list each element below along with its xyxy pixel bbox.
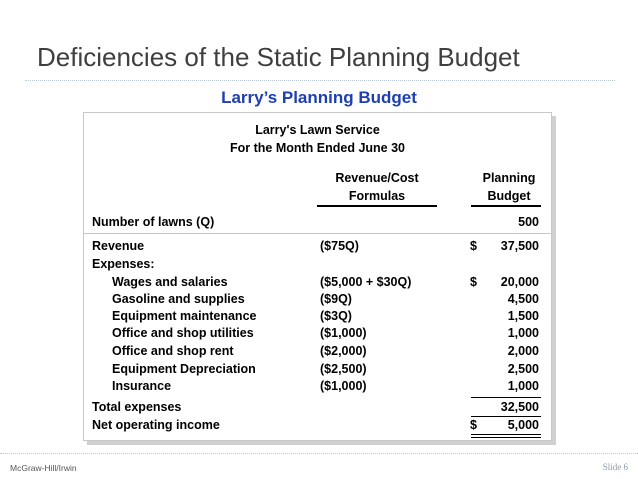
expense-label: Office and shop rent <box>112 344 234 358</box>
formula-header-line1: Revenue/Cost <box>335 171 419 185</box>
formula-header-line2: Formulas <box>348 189 406 203</box>
expense-formula: ($2,000) <box>320 344 367 358</box>
slide-title: Deficiencies of the Static Planning Budget <box>37 42 520 72</box>
expense-label: Office and shop utilities <box>112 326 254 340</box>
budget-header-line1: Planning <box>482 171 536 185</box>
budget-header-line2: Budget <box>487 189 531 203</box>
expense-value: 4,500 <box>507 292 539 306</box>
expense-formula: ($1,000) <box>320 379 367 393</box>
section-divider <box>84 233 551 234</box>
footer-slide-number: Slide 6 <box>602 462 628 472</box>
expense-dollar-sign: $ <box>470 275 477 289</box>
period-label: For the Month Ended June 30 <box>229 141 405 155</box>
footer-divider <box>0 453 638 454</box>
revenue-dollar-sign: $ <box>470 239 477 253</box>
company-name: Larry's Lawn Service <box>255 123 380 137</box>
subtitle-text: Larry’s Planning Budget <box>221 88 417 107</box>
subtotal-underline <box>471 397 541 398</box>
expense-formula: ($3Q) <box>320 309 352 323</box>
total-underline <box>471 416 541 417</box>
net-income-value: 5,000 <box>507 418 539 432</box>
expense-value: 2,500 <box>507 362 539 376</box>
revenue-label: Revenue <box>92 239 145 253</box>
revenue-value: 37,500 <box>500 239 539 253</box>
total-expenses-label: Total expenses <box>92 400 182 414</box>
budget-header-underline <box>471 205 541 207</box>
expense-value: 20,000 <box>500 275 539 289</box>
expense-label: Wages and salaries <box>112 275 228 289</box>
footer-publisher: McGraw-Hill/Irwin <box>10 463 77 473</box>
expenses-heading: Expenses: <box>92 257 155 271</box>
formula-header-underline <box>317 205 437 207</box>
expense-formula: ($9Q) <box>320 292 352 306</box>
revenue-formula: ($75Q) <box>320 239 359 253</box>
expense-formula: ($1,000) <box>320 326 367 340</box>
net-income-dollar-sign: $ <box>470 418 477 432</box>
expense-value: 1,000 <box>507 379 539 393</box>
double-underline-bottom <box>471 437 541 438</box>
slide-subtitle <box>0 88 638 108</box>
lawns-value: 500 <box>518 215 539 229</box>
expense-value: 1,000 <box>507 326 539 340</box>
expense-value: 2,000 <box>507 344 539 358</box>
budget-table-panel <box>83 112 552 441</box>
expense-value: 1,500 <box>507 309 539 323</box>
lawns-label: Number of lawns (Q) <box>92 215 215 229</box>
expense-label: Gasoline and supplies <box>112 292 245 306</box>
expense-label: Insurance <box>112 379 172 393</box>
net-income-label: Net operating income <box>92 418 220 432</box>
total-expenses-value: 32,500 <box>500 400 539 414</box>
title-divider <box>25 80 615 81</box>
expense-label: Equipment Depreciation <box>112 362 256 376</box>
double-underline-top <box>471 434 541 435</box>
expense-formula: ($5,000 + $30Q) <box>320 275 412 289</box>
expense-formula: ($2,500) <box>320 362 367 376</box>
expense-label: Equipment maintenance <box>112 309 257 323</box>
